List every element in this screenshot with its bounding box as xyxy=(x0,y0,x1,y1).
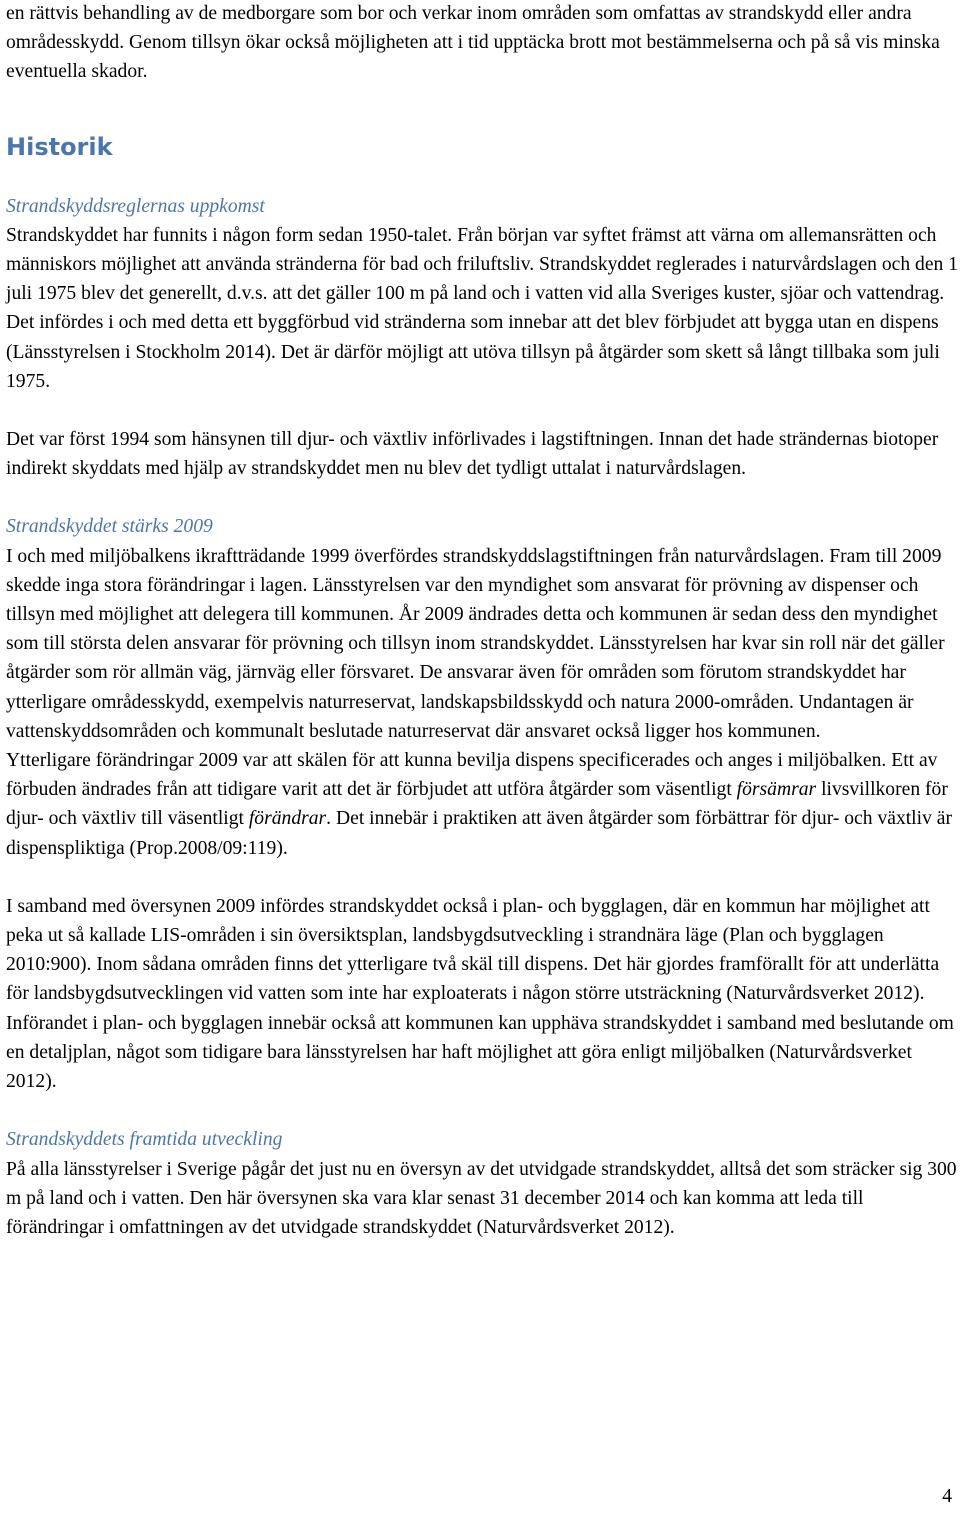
paragraph-2009-1: I och med miljöbalkens ikraftträdande 1999 överfördes strandskyddslagstiftningen från naturvårdslagen. Fram till 2009 skedde inga stora förändringar i lagen. Länsstyrelsen var den myndighet som ansvarat för prövning av dispenser och tillsyn med möjlighet att delegera till kommunen. År 2009 ändrades detta och kommunen är sedan dess den myndighet som till största delen ansvarar för prövning och tillsyn inom strandskyddet. Länsstyrelsen har kvar sin roll när det gäller åtgärder som rör allmän väg, järnväg eller försvaret. De ansvarar även för områden som förutom strandskyddet har ytterligare områdesskydd, exempelvis naturreservat, landskapsbildsskydd och natura 2000-områden. Undantagen är vattenskyddsområden och kommunalt beslutade naturreservat där ansvaret också ligger hos kommunen. xyxy=(6,545,945,742)
document-page xyxy=(6,0,958,1242)
intro-paragraph: en rättvis behandling av de medborgare som bor och verkar inom områden som omfattas av strandskydd eller andra områdesskydd. Genom tillsyn ökar också möjligheten att i tid upptäcka brott mot bestämmelserna och på så vis minska eventuella skador. xyxy=(6,3,940,83)
subheading-future: Strandskyddets framtida utveckling xyxy=(6,1129,283,1151)
paragraph-future-1: På alla länsstyrelser i Sverige pågår det just nu en översyn av det utvidgade strandskyddet, alltså det som sträcker sig 300 m på land och i vatten. Den här översynen ska vara klar senast 31 december 2014 och kan komma att leda till förändringar i omfattningen av det utvidgade strandskyddet (Naturvårdsverket 2012). xyxy=(6,1158,957,1238)
page-number: 4 xyxy=(942,1486,952,1507)
text-run: . Det innebär i praktiken att även åtgärder som förbättrar för djur- och växtliv är dispenspliktiga (Prop.2008/09:119). xyxy=(6,808,952,859)
text-run: livsvillkoren för djur- och växtliv till väsentligt xyxy=(6,779,948,830)
subheading-origin: Strandskyddsreglernas uppkomst xyxy=(6,195,265,217)
emphasis-text: förändrar xyxy=(248,808,327,830)
paragraph-2009-3: I samband med översynen 2009 infördes strandskyddet också i plan- och bygglagen, där en kommun har möjlighet att peka ut så kallade LIS-områden i sin översiktsplan, landsbygdsutveckling i strandnära läge (Plan och bygglagen 2010:900). Inom sådana områden finns det ytterligare två skäl till dispens. Det här gjordes framförallt för att underlätta för landsbygdsutvecklingen vid vatten som inte har exploaterats i någon större utsträckning (Naturvårdsverket 2012). Införandet i plan- och bygglagen innebär också att kommunen kan upphäva strandskyddet i samband med beslutande om en detaljplan, något som tidigare bara länsstyrelsen har haft möjlighet att göra enligt miljöbalken (Naturvårdsverket 2012). xyxy=(6,895,954,1093)
text-run: Ytterligare förändringar 2009 var att skälen för att kunna bevilja dispens specificerades och anges i miljöbalken. Ett av förbuden ändrades från att tidigare varit att det är förbjudet att utföra åtgärder som väsentligt xyxy=(6,750,938,801)
paragraph-origin-2: Det var först 1994 som hänsynen till djur- och växtliv införlivades i lagstiftningen. Innan det hade strändernas biotoper indirekt skyddats med hjälp av strandskyddet men nu blev det tydligt uttalat i naturvårdslagen. xyxy=(6,429,939,480)
subheading-2009: Strandskyddet stärks 2009 xyxy=(6,516,213,538)
section-heading: Historik xyxy=(6,132,113,161)
paragraph-origin-1: Strandskyddet har funnits i någon form sedan 1950-talet. Från början var syftet främst att värna om allemansrätten och människors möjlighet att använda stränderna för bad och friluftsliv. Strandskyddet reglerades i naturvårdslagen och den 1 juli 1975 blev det generellt, d.v.s. att det gäller 100 m på land och i vatten vid alla Sveriges kuster, sjöar och vattendrag. Det infördes i och med detta ett byggförbud vid stränderna som innebar att det blev förbjudet att bygga utan en dispens (Länsstyrelsen i Stockholm 2014). Det är därför möjligt att utöva tillsyn på åtgärder som skett så långt tillbaka som juli 1975. xyxy=(6,224,959,392)
paragraph-2009-2 xyxy=(6,746,958,863)
emphasis-text: försämrar xyxy=(736,779,817,801)
